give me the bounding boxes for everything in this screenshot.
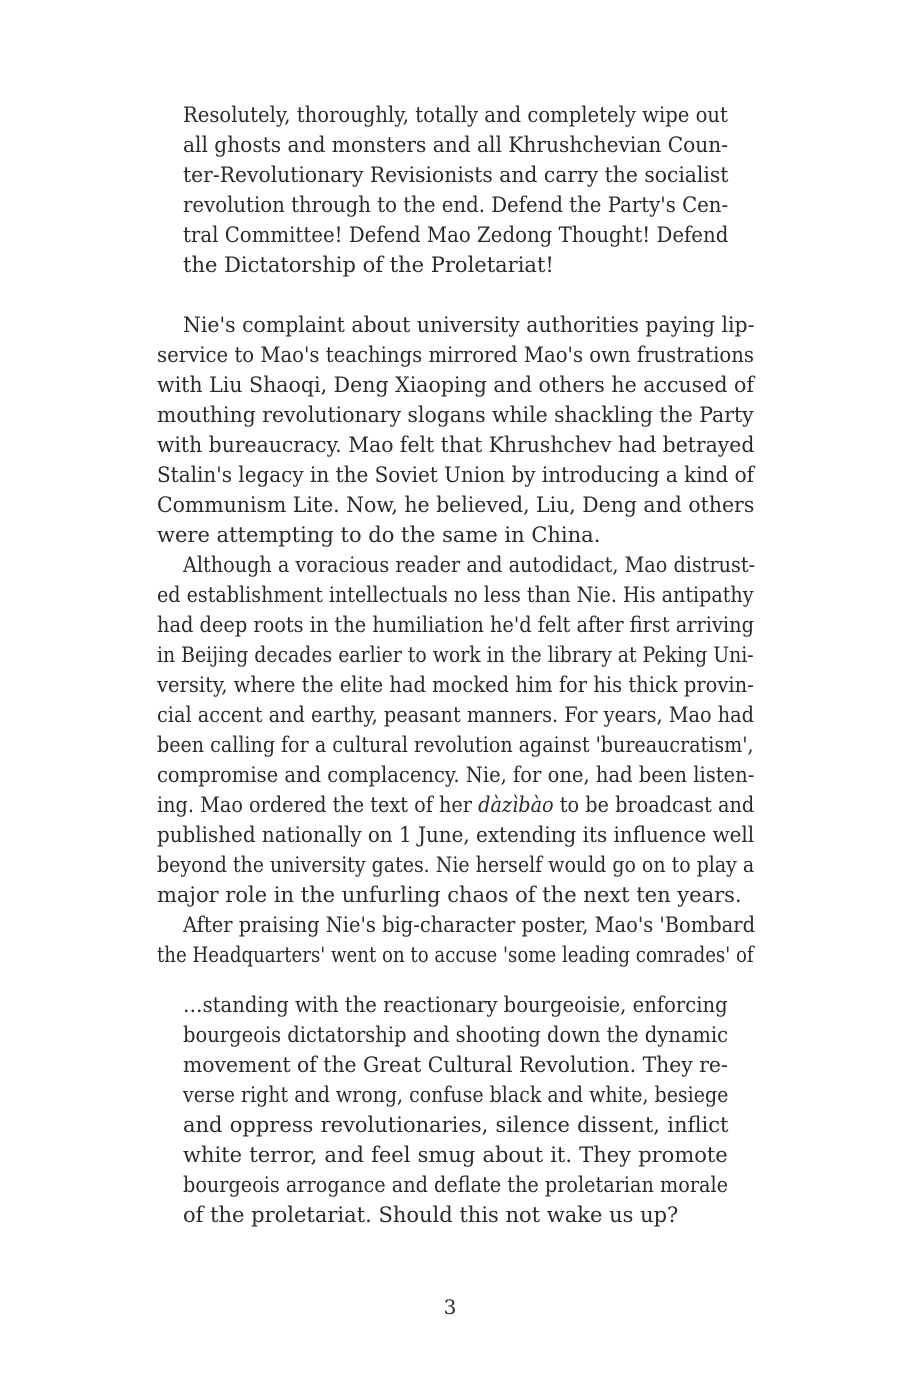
quote-line: tral Committee! Defend Mao Zedong Thought! Defend bbox=[183, 223, 729, 247]
quote-line: movement of the Great Cultural Revolution. They re- bbox=[183, 1053, 728, 1077]
paragraph-line: ed establishment intellectuals no less than Nie. His antipathy bbox=[157, 583, 754, 607]
paragraph-line: service to Mao's teachings mirrored Mao's own frustrations bbox=[157, 343, 754, 367]
paragraph-line: the Headquarters' went on to accuse 'some leading comrades' of bbox=[157, 943, 754, 967]
quote-line: and oppress revolutionaries, silence dissent, inflict bbox=[183, 1113, 729, 1137]
paragraph-line: with Liu Shaoqi, Deng Xiaoping and others he accused of bbox=[157, 373, 754, 397]
quote-line: revolution through to the end. Defend the Party's Cen- bbox=[183, 193, 729, 217]
quote-line: all ghosts and monsters and all Khrushchevian Coun- bbox=[183, 133, 729, 157]
paragraph-line: Communism Lite. Now, he believed, Liu, Deng and others bbox=[157, 493, 755, 517]
quote-line: verse right and wrong, confuse black and white, besiege bbox=[183, 1083, 729, 1107]
quote-line: ter-Revolutionary Revisionists and carry the socialist bbox=[183, 163, 729, 187]
paragraph-line: beyond the university gates. Nie herself would go on to play a bbox=[157, 853, 755, 877]
paragraph-line bbox=[157, 790, 754, 820]
paragraph-line: compromise and complacency. Nie, for one, had been listen- bbox=[157, 763, 755, 787]
paragraph-line: versity, where the elite had mocked him for his thick provin- bbox=[157, 673, 754, 697]
paragraph-line: had deep roots in the humiliation he'd felt after first arriving bbox=[157, 613, 754, 637]
quote-line: bourgeois arrogance and deflate the proletarian morale bbox=[183, 1173, 729, 1197]
paragraph-line: mouthing revolutionary slogans while shackling the Party bbox=[157, 403, 754, 427]
quote-line: white terror, and feel smug about it. They promote bbox=[183, 1143, 728, 1167]
quote-line: of the proletariat. Should this not wake us up? bbox=[183, 1203, 679, 1227]
line-text: ing. Mao ordered the text of her bbox=[157, 793, 479, 817]
dazibao-term: dàzìbào bbox=[478, 793, 554, 817]
paragraph-line: in Beijing decades earlier to work in the library at Peking Uni- bbox=[157, 643, 754, 667]
paragraph-line: After praising Nie's big-character poster, Mao's 'Bombard bbox=[183, 913, 756, 937]
paragraph-line: been calling for a cultural revolution against 'bureaucratism', bbox=[157, 733, 754, 757]
quote-line: bourgeois dictatorship and shooting down the dynamic bbox=[183, 1023, 729, 1047]
paragraph-line: were attempting to do the same in China. bbox=[157, 523, 601, 547]
paragraph-line: Although a voracious reader and autodidact, Mao distrust- bbox=[183, 553, 756, 577]
quote-line: Resolutely, thoroughly, totally and completely wipe out bbox=[183, 103, 728, 127]
paragraph-line: published nationally on 1 June, extending its influence well bbox=[157, 823, 755, 847]
quote-line: the Dictatorship of the Proletariat! bbox=[183, 253, 554, 277]
line-text: to be broadcast and bbox=[553, 793, 755, 817]
paragraph-line: Nie's complaint about university authorities paying lip- bbox=[183, 313, 755, 337]
paragraph-line: cial accent and earthy, peasant manners. For years, Mao had bbox=[157, 703, 755, 727]
quote-line: …standing with the reactionary bourgeoisie, enforcing bbox=[183, 993, 728, 1017]
paragraph-line: with bureaucracy. Mao felt that Khrushchev had betrayed bbox=[157, 433, 755, 457]
paragraph-line: major role in the unfurling chaos of the next ten years. bbox=[157, 883, 742, 907]
paragraph-line: Stalin's legacy in the Soviet Union by introducing a kind of bbox=[157, 463, 754, 487]
page-number: 3 bbox=[443, 1295, 457, 1319]
